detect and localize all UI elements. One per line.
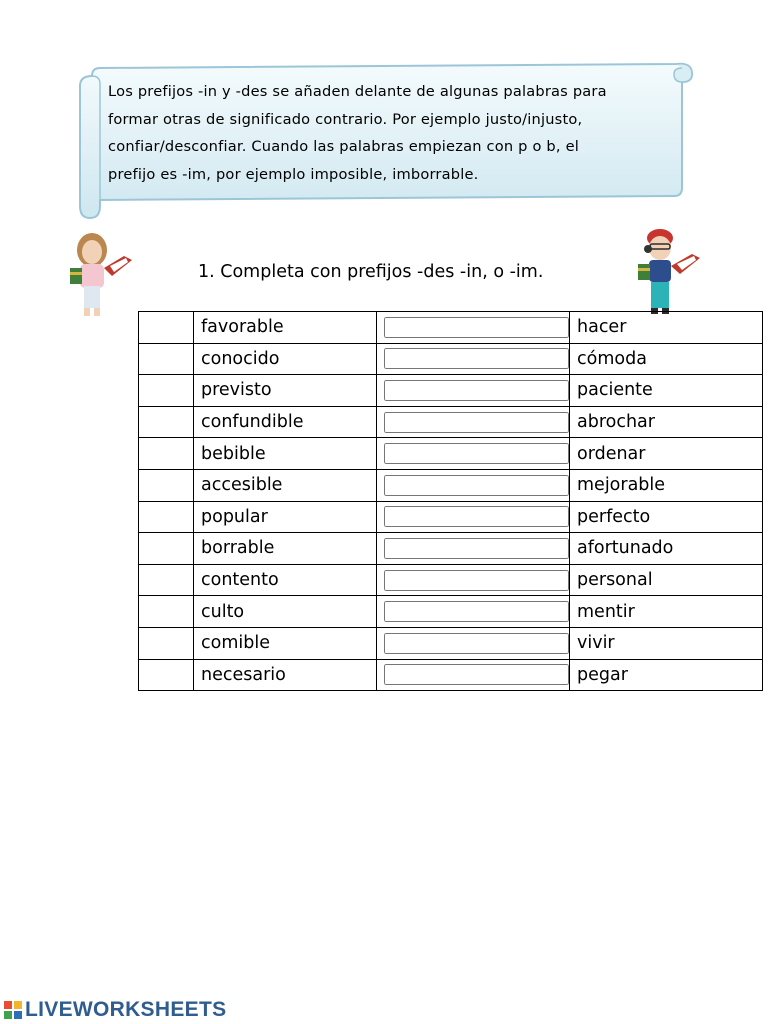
prefix-input-left[interactable] xyxy=(146,470,197,500)
answer-cell-left xyxy=(139,469,194,501)
word-left: confundible xyxy=(194,406,377,438)
table-row xyxy=(139,406,763,438)
prefix-input-right[interactable] xyxy=(384,538,569,559)
info-text xyxy=(108,78,678,188)
table-row xyxy=(139,627,763,659)
answer-cell-left xyxy=(139,564,194,596)
word-left: previsto xyxy=(194,375,377,407)
prefix-input-right[interactable] xyxy=(384,348,569,369)
answer-cell-right xyxy=(377,501,570,533)
boy-with-book-icon xyxy=(634,222,706,320)
word-right: perfecto xyxy=(570,501,763,533)
table-row xyxy=(139,596,763,628)
prefix-input-left[interactable] xyxy=(146,375,197,405)
prefix-input-left[interactable] xyxy=(146,502,197,532)
liveworksheets-logo-icon xyxy=(4,1001,22,1019)
table-row xyxy=(139,469,763,501)
word-right: hacer xyxy=(570,312,763,344)
answer-cell-left xyxy=(139,406,194,438)
brand-name: LIVEWORKSHEETS xyxy=(25,998,227,1021)
info-line: Los prefijos -in y -des se añaden delante de algunas palabras para xyxy=(108,83,607,100)
prefix-input-left[interactable] xyxy=(146,597,197,627)
answer-cell-right xyxy=(377,659,570,691)
answer-cell-right xyxy=(377,469,570,501)
info-line: confiar/desconfiar. Cuando las palabras empiezan con p o b, el xyxy=(108,138,579,155)
word-right: personal xyxy=(570,564,763,596)
prefix-input-left[interactable] xyxy=(146,628,197,658)
answer-cell-right xyxy=(377,564,570,596)
prefix-input-right[interactable] xyxy=(384,570,569,591)
answer-cell-right xyxy=(377,343,570,375)
word-right: vivir xyxy=(570,627,763,659)
word-left: culto xyxy=(194,596,377,628)
answer-cell-right xyxy=(377,312,570,344)
word-right: abrochar xyxy=(570,406,763,438)
answer-cell-left xyxy=(139,533,194,565)
answer-cell-left xyxy=(139,438,194,470)
word-left: bebible xyxy=(194,438,377,470)
word-left: necesario xyxy=(194,659,377,691)
table-row xyxy=(139,312,763,344)
answer-cell-left xyxy=(139,501,194,533)
girl-with-book-icon xyxy=(66,228,138,320)
word-left: comible xyxy=(194,627,377,659)
info-line: formar otras de significado contrario. Por ejemplo justo/injusto, xyxy=(108,110,583,128)
word-left: accesible xyxy=(194,469,377,501)
answer-cell-left xyxy=(139,596,194,628)
answer-cell-left xyxy=(139,627,194,659)
answer-cell-right xyxy=(377,596,570,628)
table-row xyxy=(139,343,763,375)
table-row xyxy=(139,375,763,407)
answer-cell-right xyxy=(377,627,570,659)
word-right: afortunado xyxy=(570,533,763,565)
prefix-input-right[interactable] xyxy=(384,664,569,685)
answer-cell-right xyxy=(377,438,570,470)
prefix-input-right[interactable] xyxy=(384,601,569,622)
answer-cell-right xyxy=(377,375,570,407)
prefix-input-left[interactable] xyxy=(146,344,197,374)
prefix-input-right[interactable] xyxy=(384,380,569,401)
prefix-input-right[interactable] xyxy=(384,412,569,433)
answer-cell-left xyxy=(139,312,194,344)
prefix-input-right[interactable] xyxy=(384,317,569,338)
answer-cell-left xyxy=(139,343,194,375)
answer-cell-left xyxy=(139,375,194,407)
exercise-table xyxy=(138,311,763,691)
word-right: paciente xyxy=(570,375,763,407)
prefix-input-left[interactable] xyxy=(146,407,197,437)
answer-cell-left xyxy=(139,659,194,691)
prefix-input-left[interactable] xyxy=(146,565,197,595)
word-right: pegar xyxy=(570,659,763,691)
word-left: favorable xyxy=(194,312,377,344)
word-left: contento xyxy=(194,564,377,596)
word-right: mentir xyxy=(570,596,763,628)
info-line: prefijo es -im, por ejemplo imposible, imborrable. xyxy=(108,165,479,183)
prefix-input-right[interactable] xyxy=(384,475,569,496)
word-right: mejorable xyxy=(570,469,763,501)
prefix-input-left[interactable] xyxy=(146,439,197,469)
prefix-input-left[interactable] xyxy=(146,660,197,690)
answer-cell-right xyxy=(377,406,570,438)
table-row xyxy=(139,564,763,596)
word-left: conocido xyxy=(194,343,377,375)
table-row xyxy=(139,533,763,565)
brand-logo xyxy=(4,998,226,1022)
prefix-input-right[interactable] xyxy=(384,506,569,527)
info-scroll xyxy=(78,56,696,220)
prefix-input-left[interactable] xyxy=(146,533,197,563)
word-right: ordenar xyxy=(570,438,763,470)
table-row xyxy=(139,438,763,470)
exercise-instruction: 1. Completa con prefijos -des -in, o -im. xyxy=(198,262,544,282)
word-right: cómoda xyxy=(570,343,763,375)
table-row xyxy=(139,659,763,691)
prefix-input-right[interactable] xyxy=(384,443,569,464)
word-left: popular xyxy=(194,501,377,533)
word-left: borrable xyxy=(194,533,377,565)
answer-cell-right xyxy=(377,533,570,565)
prefix-input-right[interactable] xyxy=(384,633,569,654)
table-row xyxy=(139,501,763,533)
prefix-input-left[interactable] xyxy=(146,312,197,342)
